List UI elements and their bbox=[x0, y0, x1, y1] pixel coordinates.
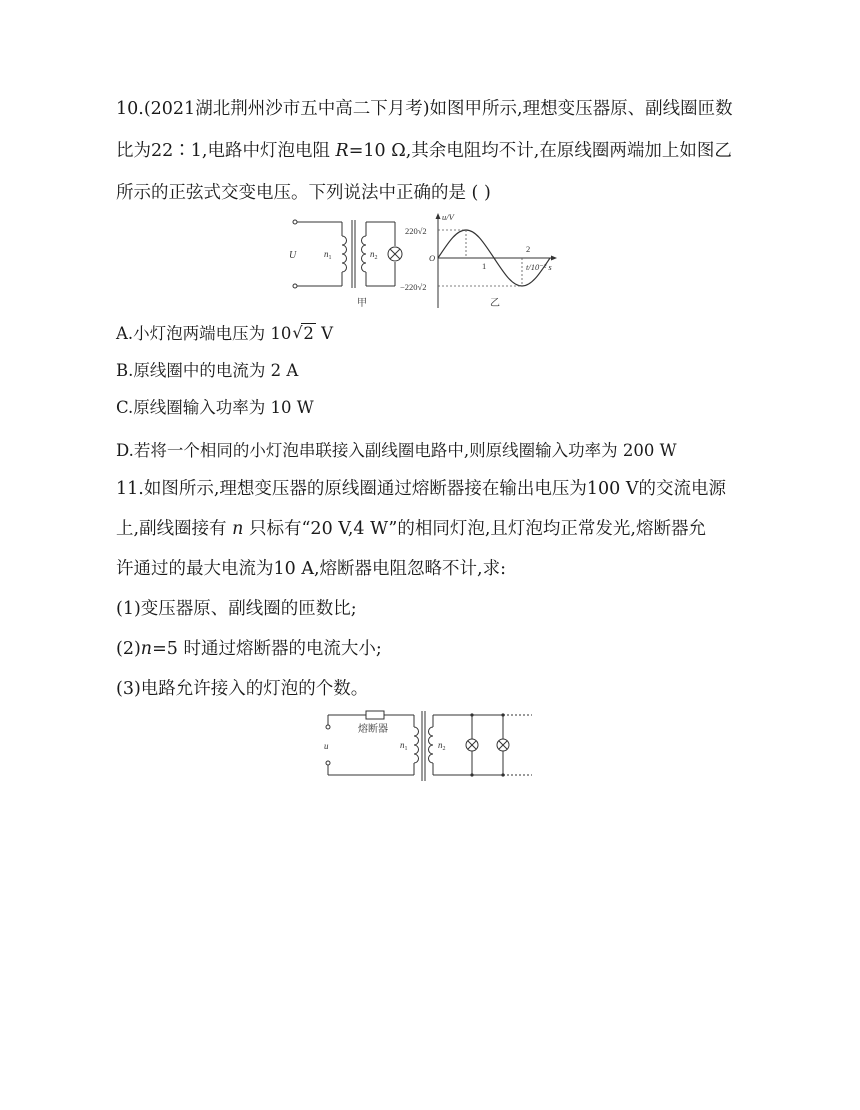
junction-dot bbox=[470, 713, 473, 716]
q11-sub-3: (3)电路允许接入的灯泡的个数。 bbox=[116, 679, 369, 699]
q11-sub-1: (1)变压器原、副线圈的匝数比; bbox=[116, 599, 357, 619]
junction-dot bbox=[501, 713, 504, 716]
q11-line-2b: 只标有“20 V,4 W”的相同灯泡,且灯泡均正常发光,熔断器允 bbox=[243, 519, 706, 539]
q10-option-b: B.原线圈中的电流为 2 A bbox=[116, 361, 299, 380]
q11-line-2a: 上,副线圈接有 bbox=[116, 519, 233, 539]
figure-yi-graph bbox=[436, 213, 558, 308]
jia-n2-label: $n_2$ bbox=[370, 249, 378, 261]
q10-line-2a: 比为22∶1,电路中灯泡电阻 bbox=[116, 141, 336, 161]
q10-line-1: 10.(2021湖北荆州沙市五中高二下月考)如图甲所示,理想变压器原、副线圈匝数 bbox=[116, 99, 733, 119]
q11-n-symbol: n bbox=[232, 519, 244, 539]
yi-caption: 乙 bbox=[490, 298, 500, 309]
q11-sub-2 bbox=[116, 638, 382, 660]
jia-n1-label: $n_1$ bbox=[324, 249, 332, 261]
junction-dot bbox=[470, 773, 473, 776]
n2-label: $n_2$ bbox=[438, 740, 446, 752]
primary-coil bbox=[414, 727, 419, 763]
fuse-label: 熔断器 bbox=[358, 724, 388, 735]
sqrt-argument: 2 bbox=[303, 324, 314, 343]
q11-line-1: 11.如图所示,理想变压器的原线圈通过熔断器接在输出电压为100 V的交流电源 bbox=[116, 479, 726, 499]
q11-figure bbox=[320, 705, 540, 785]
q10-option-d: D.若将一个相同的小灯泡串联接入副线圈电路中,则原线圈输入功率为 200 W bbox=[116, 441, 677, 460]
primary-coil bbox=[342, 236, 347, 272]
option-a-text: A.小灯泡两端电压为 10 bbox=[116, 324, 292, 343]
yi-y-axis-label: u/V bbox=[442, 212, 454, 222]
q10-line-2b: =10 Ω,其余电阻均不计,在原线圈两端加上如图乙 bbox=[348, 141, 732, 161]
secondary-coil bbox=[429, 727, 434, 763]
terminal-bottom bbox=[326, 761, 330, 765]
q10-line-2 bbox=[116, 140, 732, 162]
sqrt-symbol: √ 2 bbox=[292, 323, 314, 343]
jia-U-label: U bbox=[289, 250, 297, 261]
fuse-icon bbox=[366, 711, 384, 719]
yi-peak-label: 220√2 bbox=[405, 226, 427, 236]
q11-sub-2a: (2) bbox=[116, 639, 141, 659]
q11-sub-2b: =5 时通过熔断器的电流大小; bbox=[152, 639, 382, 659]
yi-x-axis-label: t/10⁻² s bbox=[526, 262, 552, 272]
junction-dot bbox=[501, 773, 504, 776]
terminal-top bbox=[293, 220, 297, 224]
q10-option-c: C.原线圈输入功率为 10 W bbox=[116, 398, 314, 417]
secondary-coil bbox=[362, 236, 367, 272]
yi-origin-label: O bbox=[429, 253, 436, 263]
q11-line-2 bbox=[116, 518, 706, 540]
q11-line-3: 许通过的最大电流为10 A,熔断器电阻忽略不计,求: bbox=[116, 559, 506, 579]
yi-tick-2: 2 bbox=[526, 244, 531, 254]
terminal-top bbox=[326, 725, 330, 729]
n1-label: $n_1$ bbox=[400, 740, 408, 752]
u-label: u bbox=[324, 741, 329, 751]
terminal-bottom bbox=[293, 284, 297, 288]
yi-tick-1: 1 bbox=[482, 261, 487, 271]
figure-jia-circuit bbox=[293, 220, 402, 288]
q11-sub-2-n: n bbox=[140, 639, 153, 659]
q10-line-3: 所示的正弦式交变电压。下列说法中正确的是 ( ) bbox=[116, 183, 491, 203]
option-a-unit: V bbox=[315, 324, 334, 343]
jia-caption: 甲 bbox=[357, 298, 367, 309]
q10-figure bbox=[280, 210, 600, 315]
yi-trough-label: −220√2 bbox=[400, 282, 427, 292]
q10-resistor-symbol: R bbox=[335, 141, 349, 161]
q10-option-a bbox=[116, 323, 333, 345]
